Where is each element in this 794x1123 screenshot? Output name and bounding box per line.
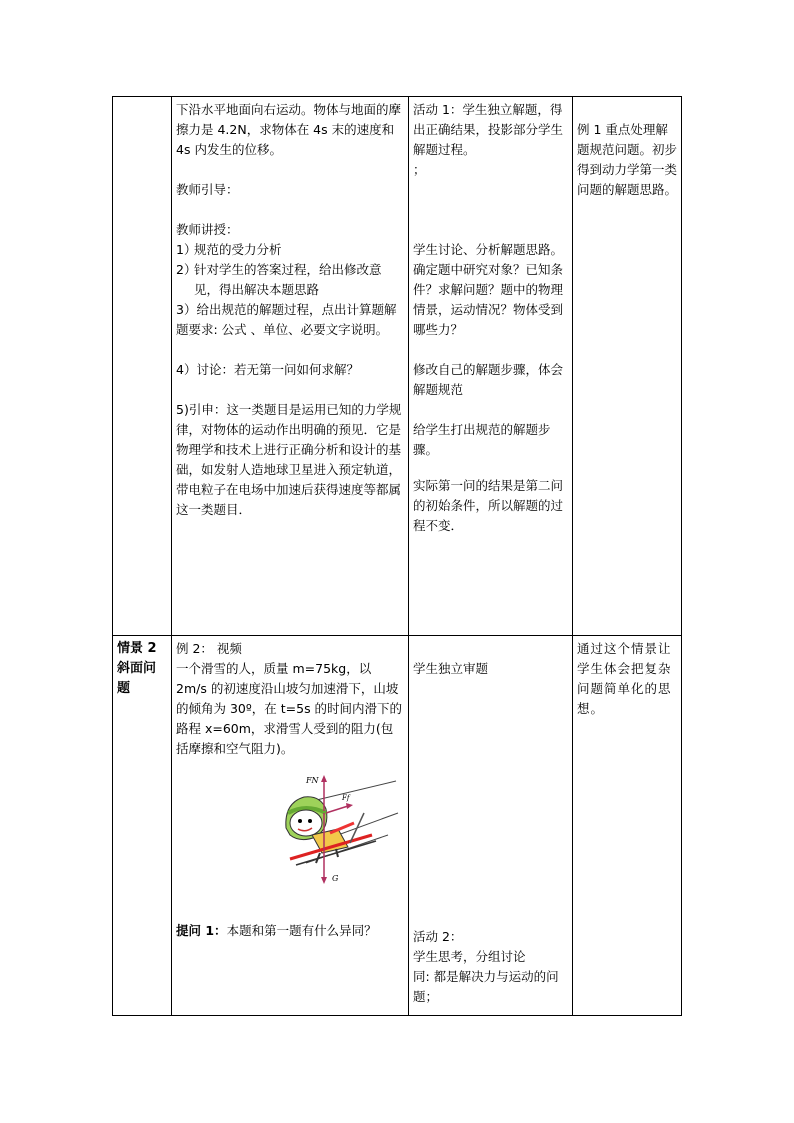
step-5: 5)引申：这一类题目是运用已知的力学规律，对物体的运动作出明确的预见．它是物理学和技术上进行正确分析和设计的基础，如发射人造地球卫星进入预定轨道，带电粒子在电场中加速后获得速度等都属这一类题目． xyxy=(176,402,402,517)
step-3: 3）给出规范的解题过程，点出计算题解题要求: 公式 、单位、必要文字说明。 xyxy=(176,302,397,337)
example1-intro: 下沿水平地面向右运动。物体与地面的摩擦力是 4.2N，求物体在 4s 末的速度和 4s 内发生的位移。 xyxy=(176,102,402,157)
example2-problem: 一个滑雪的人，质量 m=75kg，以 2m/s 的初速度沿山坡匀加速滑下，山坡的倾角为 30º，在 t=5s 的时间内滑下的路程 x=60m，求滑雪人受到的阻力(包括摩擦和空气阻力)。 xyxy=(176,661,403,756)
step-4: 4）讨论：若无第一问如何求解？ xyxy=(176,362,359,377)
scenario-2-label: 情景 2 斜面问题 xyxy=(117,641,157,696)
row2-intent-cell xyxy=(573,636,682,1016)
friction-force-arrow xyxy=(326,806,348,813)
teacher-guide: 教师引导： xyxy=(176,182,239,197)
independent-review: 学生独立审题 xyxy=(413,661,489,676)
ff-label: Ff xyxy=(342,794,350,802)
standard-steps: 给学生打出规范的解题步骤。 xyxy=(413,422,551,457)
g-label: G xyxy=(332,874,339,883)
row2-content-cell xyxy=(172,636,409,1016)
result-note: 实际第一问的结果是第二问的初始条件，所以解题的过程不变． xyxy=(413,478,564,533)
table-row xyxy=(113,97,682,636)
skier-icon xyxy=(286,797,376,865)
student-discuss: 学生讨论、分析解题思路。确定题中研究对象？已知条件？求解问题？题中的物理情景，运动情况？物体受到哪些力？ xyxy=(413,242,564,337)
skier-force-diagram xyxy=(276,773,406,893)
semicolon-mark: ； xyxy=(413,162,426,177)
row1-intent-cell xyxy=(573,97,682,636)
teacher-explain: 教师讲授： xyxy=(176,222,239,237)
fn-label: FN xyxy=(306,776,319,785)
step-2: 2） 针对学生的答案过程，给出修改意见，得出解决本题思路 xyxy=(176,262,382,297)
lesson-plan-table xyxy=(112,96,682,1016)
row2-student-cell xyxy=(409,636,573,1016)
similarity-note: 同: 都是解决力与运动的问题； xyxy=(413,969,559,1004)
activity-1: 活动 1：学生独立解题，得出正确结果，投影部分学生解题过程。 xyxy=(413,102,564,157)
table-row xyxy=(113,636,682,1016)
row1-student-cell xyxy=(409,97,573,636)
row1-content-cell xyxy=(172,97,409,636)
step-1: 1）规范的受力分析 xyxy=(176,242,282,257)
activity-2: 活动 2： xyxy=(413,929,463,944)
example2-title: 例 2： 视频 xyxy=(176,641,242,656)
row1-label-cell xyxy=(113,97,172,636)
question-1: 提问 1：本题和第一题有什么异同？ xyxy=(176,923,377,938)
row2-label-cell xyxy=(113,636,172,1016)
student-modify: 修改自己的解题步骤，体会解题规范 xyxy=(413,362,564,397)
group-discuss: 学生思考，分组讨论 xyxy=(413,949,526,964)
example1-intent: 例 1 重点处理解题规范问题。初步得到动力学第一类问题的解题思路。 xyxy=(577,122,678,197)
example2-intent: 通过这个情景让学生体会把复杂问题简单化的思想。 xyxy=(577,641,672,716)
